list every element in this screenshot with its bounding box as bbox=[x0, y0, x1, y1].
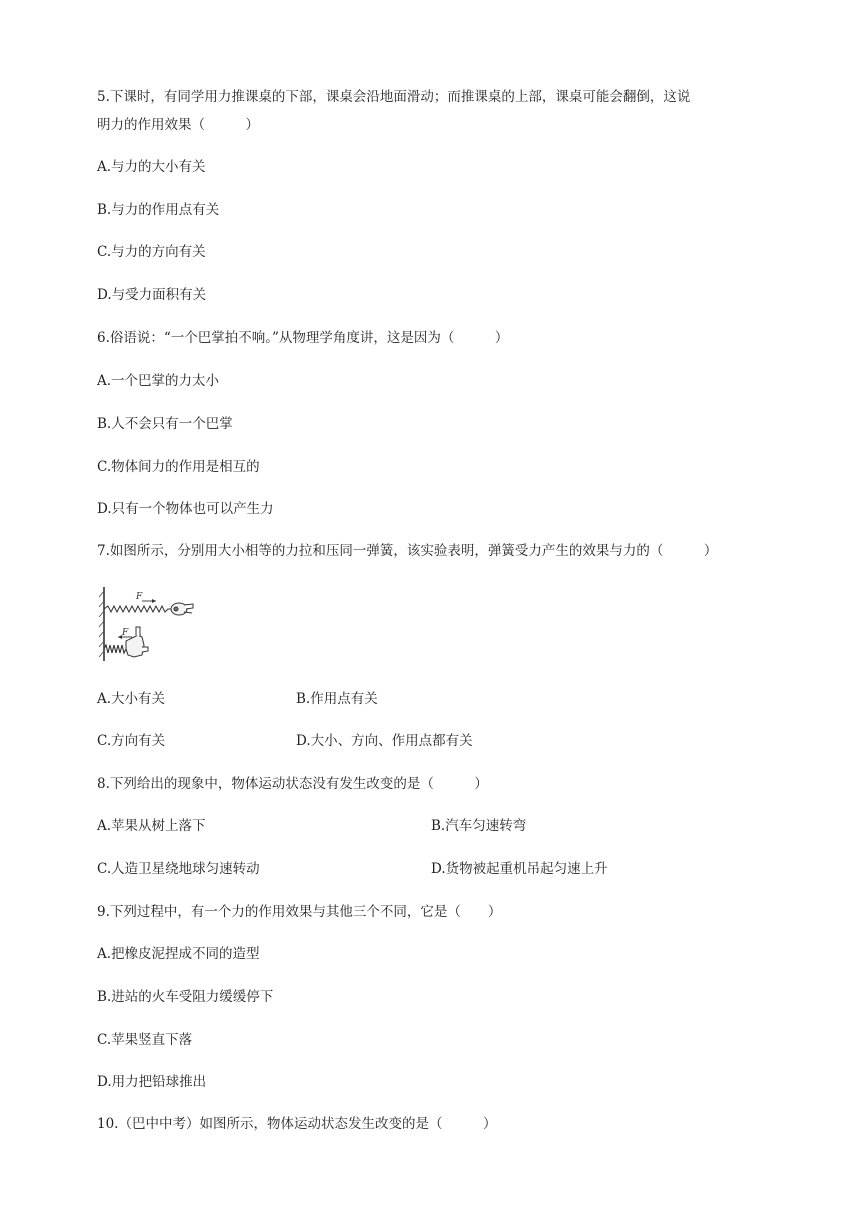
q9-option-d: D.用力把铅球推出 bbox=[97, 1074, 207, 1090]
force-label-bottom: F bbox=[122, 628, 129, 638]
q5-stem-line2: 明力的作用效果（ ） bbox=[97, 117, 259, 133]
q5-option-a: A.与力的大小有关 bbox=[97, 159, 206, 175]
compressed-spring bbox=[104, 645, 126, 653]
stretched-spring bbox=[104, 606, 172, 612]
q8-option-c: C.人造卫星绕地球匀速转动 bbox=[97, 861, 260, 877]
q8-stem: 8.下列给出的现象中，物体运动状态没有发生改变的是（ ） bbox=[97, 776, 488, 792]
q8-option-d: D.货物被起重机吊起匀速上升 bbox=[431, 861, 608, 877]
q7-stem: 7.如图所示，分别用大小相等的力拉和压同一弹簧，该实验表明，弹簧受力产生的效果与力的（ ） bbox=[97, 543, 718, 559]
q9-option-c: C.苹果竖直下落 bbox=[97, 1032, 193, 1048]
force-label-top: F bbox=[136, 592, 143, 602]
q9-option-b: B.进站的火车受阻力缓缓停下 bbox=[97, 989, 274, 1005]
q5-option-d: D.与受力面积有关 bbox=[97, 287, 207, 303]
q7-option-a: A.大小有关 bbox=[97, 691, 166, 707]
q7-option-c: C.方向有关 bbox=[97, 733, 166, 749]
q9-stem: 9.下列过程中，有一个力的作用效果与其他三个不同，它是（ ） bbox=[97, 904, 502, 920]
q6-stem: 6.俗语说：“一个巴掌拍不响。”从物理学角度讲，这是因为（ ） bbox=[97, 330, 509, 346]
q10-stem: 10.（巴中中考）如图所示，物体运动状态发生改变的是（ ） bbox=[97, 1116, 497, 1132]
q5-stem-line1: 5.下课时，有同学用力推课桌的下部，课桌会沿地面滑动；而推课桌的上部，课桌可能会翻倒，这说 bbox=[97, 89, 691, 105]
pushing-hand-icon bbox=[126, 627, 148, 657]
q9-option-a: A.把橡皮泥捏成不同的造型 bbox=[97, 946, 260, 962]
q6-option-d: D.只有一个物体也可以产生力 bbox=[97, 501, 274, 517]
q7-option-b: B.作用点有关 bbox=[296, 691, 378, 707]
q6-option-a: A.一个巴掌的力太小 bbox=[97, 373, 220, 389]
q5-option-b: B.与力的作用点有关 bbox=[97, 202, 220, 218]
q8-option-b: B.汽车匀速转弯 bbox=[431, 818, 527, 834]
q5-option-c: C.与力的方向有关 bbox=[97, 244, 206, 260]
pulling-hand-icon bbox=[171, 603, 193, 615]
q6-option-b: B.人不会只有一个巴掌 bbox=[97, 416, 233, 432]
q8-option-a: A.苹果从树上落下 bbox=[97, 818, 206, 834]
q7-option-d: D.大小、方向、作用点都有关 bbox=[296, 733, 473, 749]
spring-figure bbox=[98, 585, 198, 663]
q6-option-c: C.物体间力的作用是相互的 bbox=[97, 459, 260, 475]
